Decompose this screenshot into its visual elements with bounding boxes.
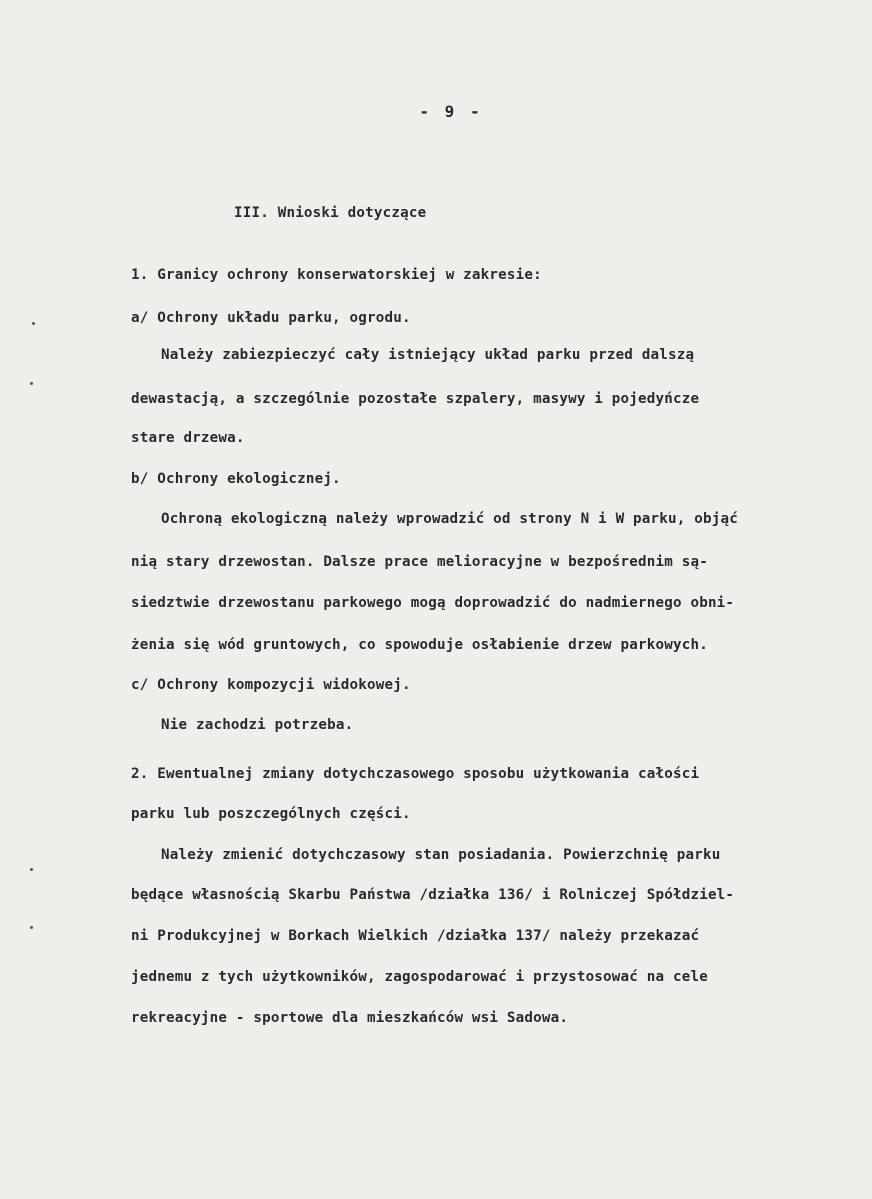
text-line: 2. Ewentualnej zmiany dotychczasowego sposobu użytkowania całości	[131, 766, 700, 782]
text-line: parku lub poszczególnych części.	[131, 806, 411, 822]
text-line: c/ Ochrony kompozycji widokowej.	[131, 677, 411, 693]
text-line: a/ Ochrony układu parku, ogrodu.	[131, 310, 411, 326]
text-line: stare drzewa.	[131, 430, 245, 446]
margin-speck	[30, 926, 33, 929]
text-line: jednemu z tych użytkowników, zagospodarować i przystosować na cele	[131, 969, 708, 985]
text-line: dewastacją, a szczególnie pozostałe szpalery, masywy i pojedyńcze	[131, 391, 700, 407]
text-line: nią stary drzewostan. Dalsze prace melioracyjne w bezpośrednim są-	[131, 554, 708, 570]
text-line: siedztwie drzewostanu parkowego mogą doprowadzić do nadmiernego obni-	[131, 595, 735, 611]
text-line: 1. Granicy ochrony konserwatorskiej w zakresie:	[131, 267, 542, 283]
text-line: Należy zmienić dotychczasowy stan posiadania. Powierzchnię parku	[161, 847, 721, 863]
text-line: rekreacyjne - sportowe dla mieszkańców wsi Sadowa.	[131, 1010, 569, 1026]
margin-speck	[32, 322, 35, 325]
section-heading: III. Wnioski dotyczące	[234, 205, 427, 221]
text-line: ni Produkcyjnej w Borkach Wielkich /działka 137/ należy przekazać	[131, 928, 700, 944]
margin-speck	[30, 868, 33, 871]
text-line: będące własnością Skarbu Państwa /działka 136/ i Rolniczej Spółdziel-	[131, 887, 735, 903]
margin-speck	[30, 382, 33, 385]
text-line: Ochroną ekologiczną należy wprowadzić od strony N i W parku, objąć	[161, 511, 738, 527]
text-line: żenia się wód gruntowych, co spowoduje osłabienie drzew parkowych.	[131, 637, 708, 653]
text-line: Należy zabiezpieczyć cały istniejący układ parku przed dalszą	[161, 347, 695, 363]
text-line: b/ Ochrony ekologicznej.	[131, 471, 341, 487]
page-number: - 9 -	[419, 102, 483, 121]
text-line: Nie zachodzi potrzeba.	[161, 717, 354, 733]
